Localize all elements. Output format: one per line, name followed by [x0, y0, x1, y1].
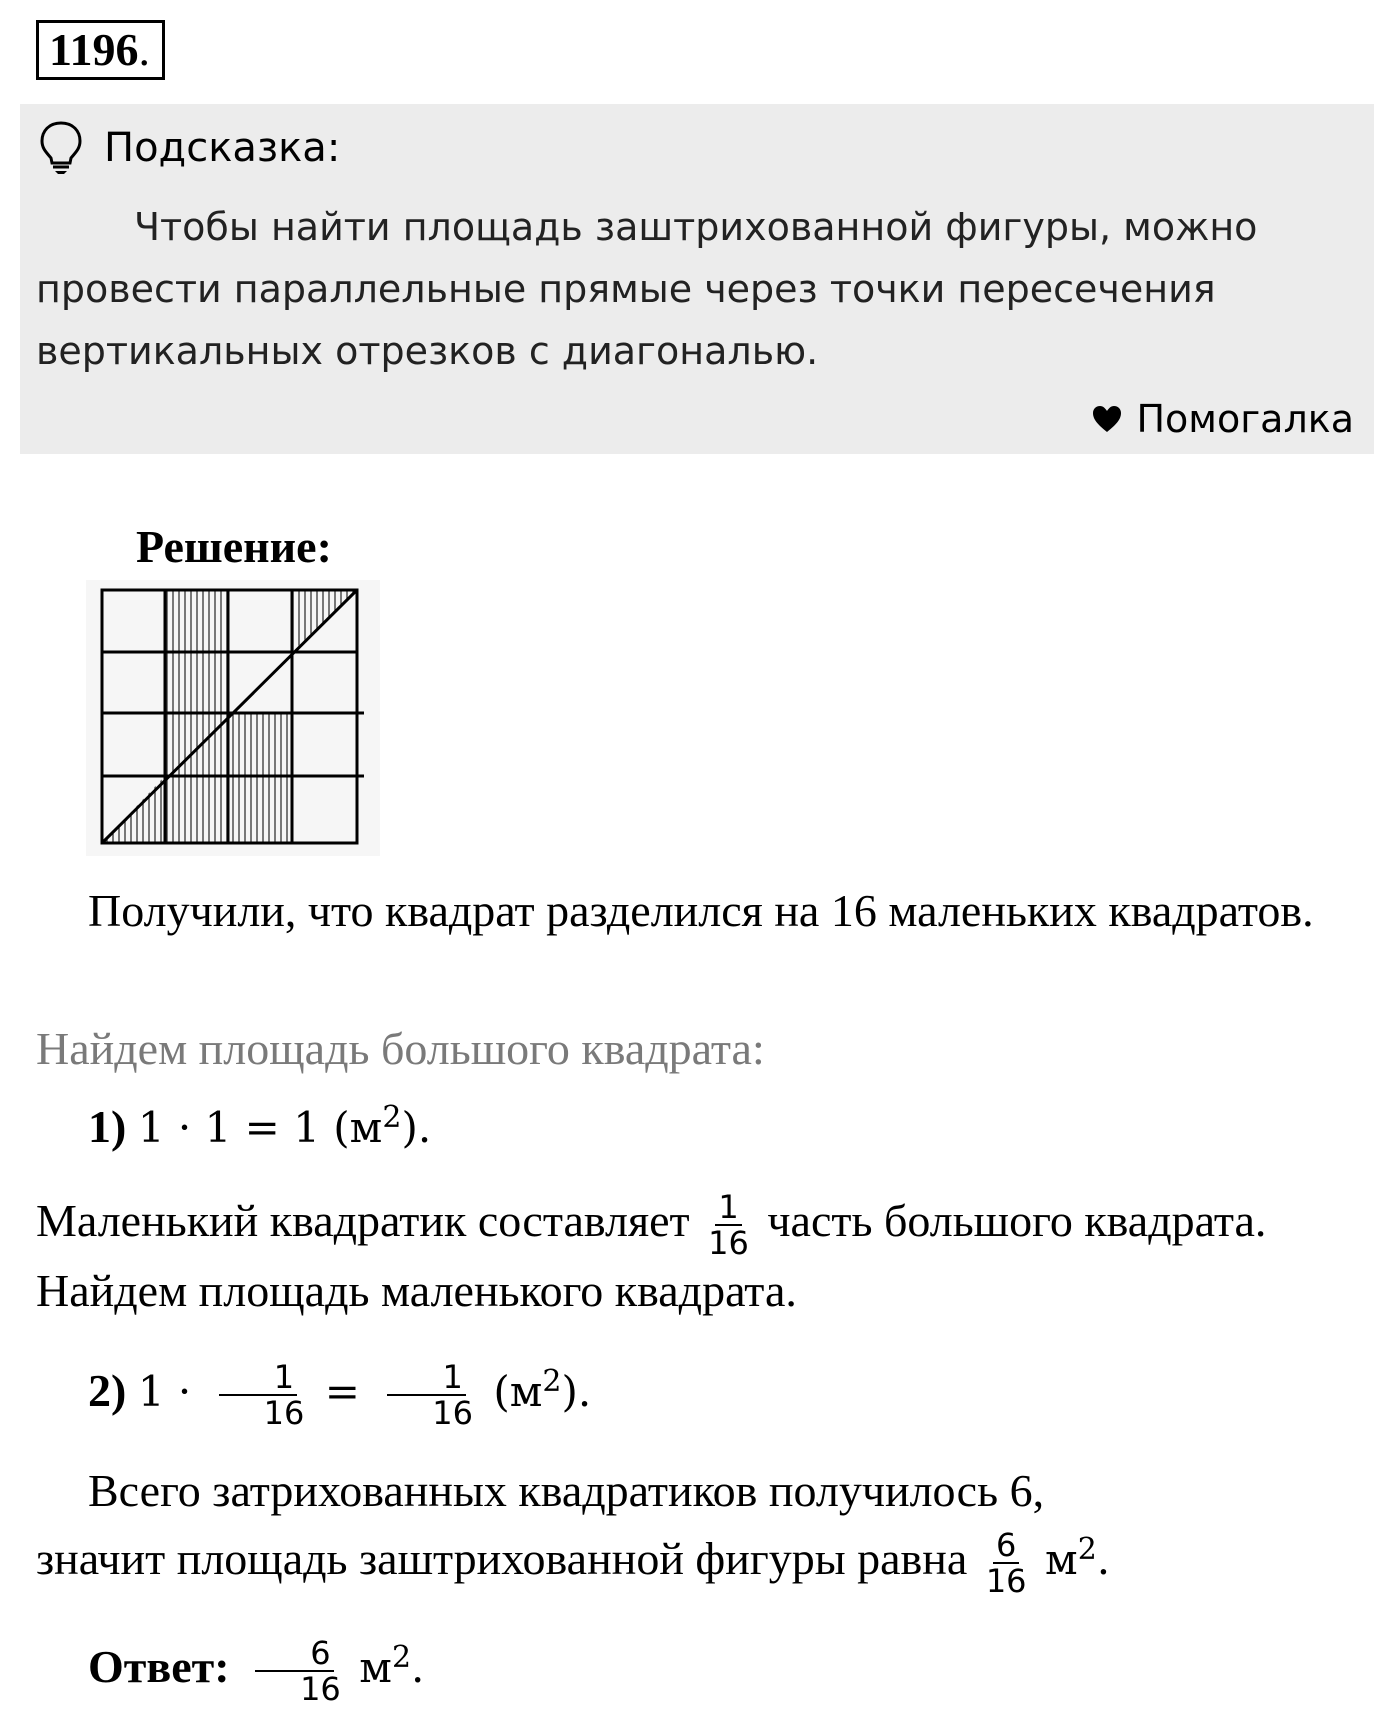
- answer-label: Ответ:: [88, 1641, 230, 1692]
- fraction-denominator: 16: [300, 1670, 341, 1709]
- answer-fraction: [245, 1634, 344, 1709]
- answer: [36, 1634, 1366, 1709]
- fraction-denominator: 16: [708, 1224, 749, 1263]
- paragraph-4-text: значит площадь заштрихованной фигуры равна: [36, 1533, 968, 1584]
- step-2-unit: (м: [493, 1367, 543, 1416]
- unit-m: м: [359, 1643, 392, 1692]
- fraction-numerator: 1: [387, 1360, 465, 1396]
- solution-paragraph-3: [36, 1190, 1366, 1322]
- hint-text: Чтобы найти площадь заштрихованной фигуры, можно провести параллельные прямые через точки пересечения вертикальных отрезков с диагональю.: [36, 205, 1258, 373]
- hatched-strip-1: [165, 590, 228, 843]
- problem-number-dot: .: [138, 24, 150, 75]
- fraction-numerator: 1: [715, 1190, 741, 1226]
- solution-title: Решение:: [136, 521, 332, 572]
- step-2-sup: 2: [542, 1364, 562, 1399]
- step-2-close: ).: [561, 1367, 592, 1416]
- step-2-fraction-right: [377, 1360, 476, 1430]
- unit-period: .: [411, 1643, 425, 1692]
- solution-paragraph-2: Найдем площадь большого квадрата:: [36, 1023, 765, 1074]
- lightbulb-icon: [38, 120, 84, 176]
- step-2-label: 2): [88, 1365, 127, 1416]
- unit-period: .: [1096, 1535, 1111, 1584]
- fraction-numerator: 6: [993, 1528, 1019, 1564]
- step-2: [36, 1360, 1366, 1430]
- grid-figure: [86, 580, 380, 856]
- step-1-sup: 2: [382, 1100, 402, 1135]
- step-1-label: 1): [88, 1101, 127, 1152]
- step-1-expression: [137, 1100, 432, 1152]
- hint-credit: [1092, 394, 1354, 444]
- unit-sup: 2: [1077, 1532, 1097, 1567]
- problem-number-text: 1196: [49, 24, 139, 75]
- heart-icon: [1092, 405, 1122, 433]
- paragraph-3-start: Маленький квадратик составляет: [36, 1195, 690, 1246]
- problem-number: [36, 20, 165, 80]
- step-2-fraction-left: [209, 1360, 308, 1430]
- fraction-denominator: 16: [263, 1394, 305, 1432]
- step-1-close: ).: [401, 1103, 432, 1152]
- hatched-strip-2: [228, 713, 292, 843]
- hint-title: Подсказка:: [104, 125, 341, 171]
- step-2-expression: [137, 1358, 592, 1432]
- solution-paragraph-1: Получили, что квадрат разделился на 16 маленьких квадратов.: [88, 885, 1314, 936]
- solution-paragraph-4-line-1: Всего затрихованных квадратиков получилось 6,: [88, 1465, 1045, 1516]
- hint-credit-text: Помогалка: [1136, 397, 1354, 441]
- fraction-6-16: [983, 1526, 1030, 1601]
- hint-header: [38, 118, 340, 178]
- solution-paragraph-4-line-2: [36, 1526, 1366, 1601]
- fraction-denominator: 16: [985, 1562, 1027, 1601]
- fraction-numerator: 6: [255, 1636, 333, 1672]
- paragraph-4-unit: [1045, 1532, 1111, 1584]
- paragraph-3-end: часть большого квадрата. Найдем площадь маленького квадрата.: [36, 1195, 1267, 1317]
- answer-unit: [359, 1640, 425, 1692]
- unit-sup: 2: [391, 1640, 412, 1675]
- step-1: [36, 1096, 1366, 1159]
- step-1-expr-text: 1 · 1 = 1 (м: [137, 1103, 383, 1152]
- fraction-numerator: 1: [219, 1360, 297, 1396]
- fraction-1-16: [705, 1188, 752, 1263]
- unit-m: м: [1045, 1535, 1078, 1584]
- step-2-equals: =: [324, 1367, 360, 1416]
- hint-panel: [20, 104, 1374, 454]
- step-2-start: 1 ·: [137, 1367, 192, 1416]
- fraction-denominator: 16: [432, 1394, 473, 1432]
